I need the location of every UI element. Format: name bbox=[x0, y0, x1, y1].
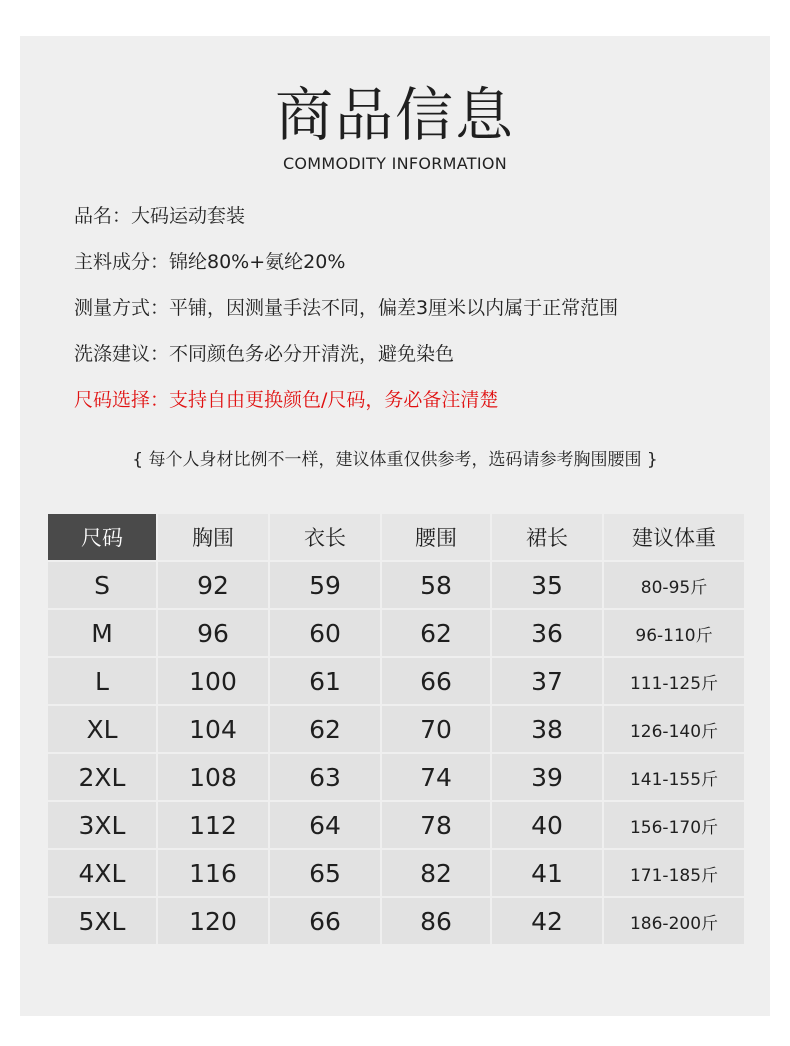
cell-size: 2XL bbox=[47, 753, 157, 801]
cell-chest: 112 bbox=[157, 801, 269, 849]
info-size-selection: 尺码选择：支持自由更换颜色/尺码，务必备注清楚 bbox=[74, 389, 499, 411]
info-product-name: 品名：大码运动套装 bbox=[74, 205, 246, 227]
table-row bbox=[47, 705, 745, 753]
cell-skirt-length: 37 bbox=[491, 657, 603, 705]
header-chest: 胸围 bbox=[157, 513, 269, 561]
table-row bbox=[47, 753, 745, 801]
cell-skirt-length: 35 bbox=[491, 561, 603, 609]
cell-waist: 82 bbox=[381, 849, 491, 897]
cell-chest: 116 bbox=[157, 849, 269, 897]
cell-weight: 111-125斤 bbox=[603, 657, 745, 705]
header-size: 尺码 bbox=[47, 513, 157, 561]
table-row bbox=[47, 657, 745, 705]
cell-waist: 66 bbox=[381, 657, 491, 705]
cell-weight: 171-185斤 bbox=[603, 849, 745, 897]
size-note: { 每个人身材比例不一样，建议体重仅供参考，选码请参考胸围腰围 } bbox=[132, 450, 658, 470]
cell-size: M bbox=[47, 609, 157, 657]
cell-chest: 104 bbox=[157, 705, 269, 753]
cell-length: 60 bbox=[269, 609, 381, 657]
cell-waist: 62 bbox=[381, 609, 491, 657]
info-measurement: 测量方式：平铺，因测量手法不同，偏差3厘米以内属于正常范围 bbox=[74, 297, 619, 319]
header-waist: 腰围 bbox=[381, 513, 491, 561]
cell-chest: 108 bbox=[157, 753, 269, 801]
cell-weight: 96-110斤 bbox=[603, 609, 745, 657]
page-subtitle: COMMODITY INFORMATION bbox=[282, 154, 508, 173]
cell-size: 4XL bbox=[47, 849, 157, 897]
cell-size: XL bbox=[47, 705, 157, 753]
cell-weight: 126-140斤 bbox=[603, 705, 745, 753]
info-washing: 洗涤建议：不同颜色务必分开清洗，避免染色 bbox=[74, 343, 455, 365]
cell-size: 3XL bbox=[47, 801, 157, 849]
table-row bbox=[47, 561, 745, 609]
table-header-row bbox=[47, 513, 745, 561]
header-length: 衣长 bbox=[269, 513, 381, 561]
cell-waist: 58 bbox=[381, 561, 491, 609]
cell-weight: 80-95斤 bbox=[603, 561, 745, 609]
product-info bbox=[74, 198, 754, 428]
cell-length: 65 bbox=[269, 849, 381, 897]
cell-size: S bbox=[47, 561, 157, 609]
table-row bbox=[47, 849, 745, 897]
info-material: 主料成分：锦纶80%+氨纶20% bbox=[74, 251, 346, 273]
header-skirt-length: 裙长 bbox=[491, 513, 603, 561]
cell-length: 61 bbox=[269, 657, 381, 705]
page-title: 商品信息 bbox=[274, 81, 515, 149]
table-row bbox=[47, 801, 745, 849]
cell-length: 63 bbox=[269, 753, 381, 801]
cell-weight: 156-170斤 bbox=[603, 801, 745, 849]
table-row bbox=[47, 897, 745, 945]
cell-skirt-length: 36 bbox=[491, 609, 603, 657]
size-table bbox=[46, 512, 746, 946]
header-weight: 建议体重 bbox=[603, 513, 745, 561]
cell-length: 64 bbox=[269, 801, 381, 849]
cell-skirt-length: 41 bbox=[491, 849, 603, 897]
cell-skirt-length: 42 bbox=[491, 897, 603, 945]
cell-weight: 186-200斤 bbox=[603, 897, 745, 945]
cell-chest: 96 bbox=[157, 609, 269, 657]
cell-skirt-length: 38 bbox=[491, 705, 603, 753]
table-body bbox=[47, 561, 745, 945]
cell-weight: 141-155斤 bbox=[603, 753, 745, 801]
cell-length: 66 bbox=[269, 897, 381, 945]
cell-length: 62 bbox=[269, 705, 381, 753]
cell-waist: 70 bbox=[381, 705, 491, 753]
cell-size: L bbox=[47, 657, 157, 705]
cell-chest: 120 bbox=[157, 897, 269, 945]
cell-waist: 86 bbox=[381, 897, 491, 945]
cell-length: 59 bbox=[269, 561, 381, 609]
cell-skirt-length: 40 bbox=[491, 801, 603, 849]
cell-skirt-length: 39 bbox=[491, 753, 603, 801]
cell-chest: 100 bbox=[157, 657, 269, 705]
cell-waist: 74 bbox=[381, 753, 491, 801]
cell-chest: 92 bbox=[157, 561, 269, 609]
cell-size: 5XL bbox=[47, 897, 157, 945]
cell-waist: 78 bbox=[381, 801, 491, 849]
table-row bbox=[47, 609, 745, 657]
